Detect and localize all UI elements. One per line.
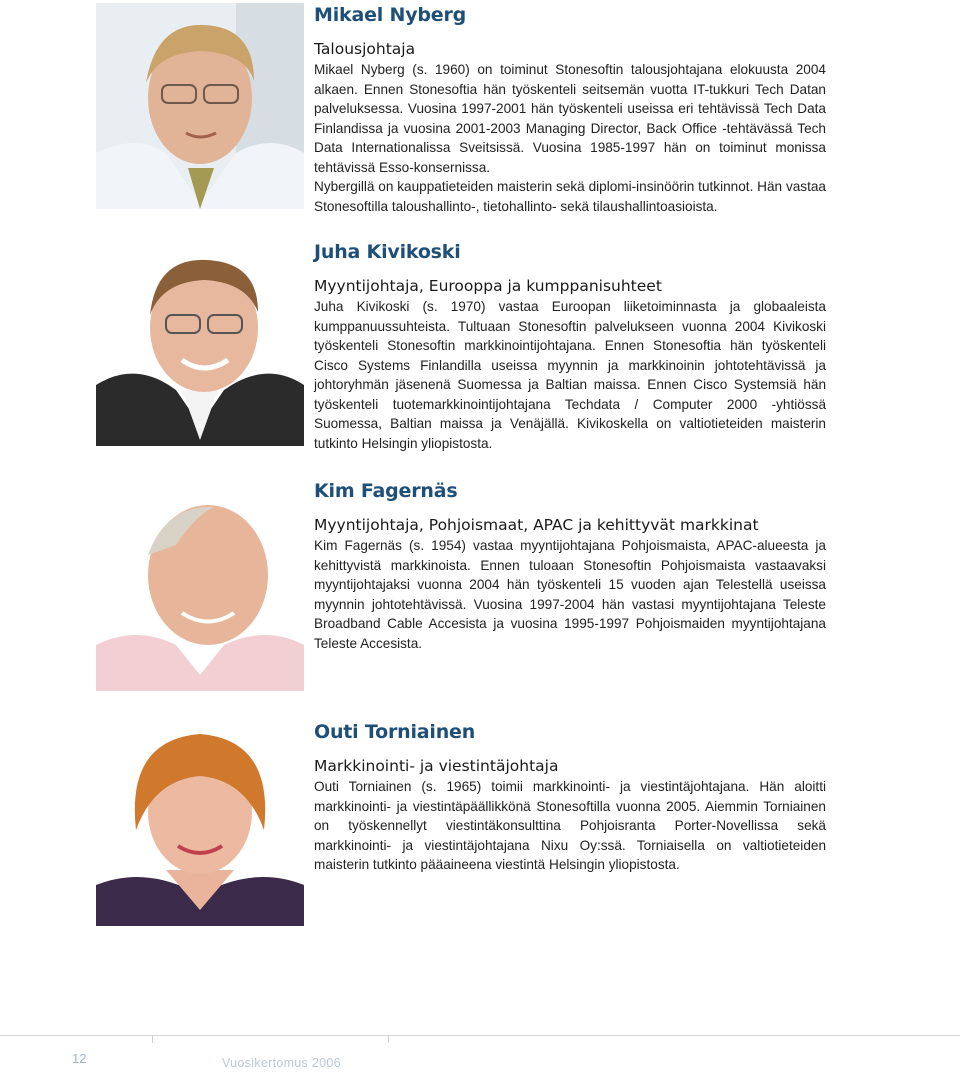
portrait-photo	[96, 485, 304, 691]
portrait-image	[96, 485, 304, 691]
person-role: Markkinointi- ja viestintäjohtaja	[314, 757, 559, 775]
person-bio: Kim Fagernäs (s. 1954) vastaa myyntijohtajana Pohjoismaista, APAC-alueesta ja kehittyvistä markkinoista. Ennen tuloaan Stonesoftin Pohjoismaista vastaavaksi myyntijohtajaksi vuonna 2004 hän työskenteli 15 vuoden ajan Telestellä useissa myynnin johtotehtävissä. Vuosina 1997-2004 hän vastasi myyntijohtajana Teleste Broadband Cable Accesista ja vuosina 1995-1997 Pohjoismaiden myyntijohtajana Teleste Accesista.	[314, 538, 826, 651]
portrait-image	[96, 720, 304, 926]
person-bio-education: Nybergillä on kauppatieteiden maisterin sekä diplomi-insinöörin tutkinnot. Hän vastaa Stonesoftilla taloushallinto-, tietohallinto- sekä tilaushallintoasioista.	[314, 179, 826, 214]
person-name: Outi Torniainen	[314, 721, 476, 743]
portrait-photo	[96, 720, 304, 926]
person-name: Kim Fagernäs	[314, 480, 458, 502]
person-bio: Mikael Nyberg (s. 1960) on toiminut Stonesoftin talousjohtajana elokuusta 2004 alkaen. Ennen Stonesoftia hän työskenteli seitsemän vuotta IT-tukkuri Tech Datan palveluksessa. Vuosina 1997-2001 hän työskenteli useissa eri tehtävissä Tech Data Finlandissa ja vuosina 2001-2003 Managing Director, Back Office -tehtävässä Tech Data Internationalissa Sveitsissä. Vuosina 1985-1997 hän on toiminut monissa tehtävissä Esso-konsernissa.	[314, 62, 826, 175]
footer-tick	[152, 1035, 153, 1043]
person-bio: Juha Kivikoski (s. 1970) vastaa Euroopan liiketoiminnasta ja globaaleista kumppanuussuhteista. Tultuaan Stonesoftin palvelukseen vuonna 2004 Kivikoski työskenteli Stonesoftin markkinointijohtajana. Ennen Stonesoftia hän työskenteli Cisco Systems Finlandilla useissa myynnin ja markkinoinin johtotehtävissä ja johtoryhmän jäsenenä Suomessa ja Baltian maissa. Ennen Cisco Systemsiä hän työskenteli tuotemarkkinointijohtajana Techdata / Computer 2000 -yhtiössä Suomessa, Baltian maissa ja Venäjällä. Kivikoskella on valtiotieteiden maisterin tutkinto Helsingin yliopistosta.	[314, 299, 826, 451]
portrait-image	[96, 3, 304, 209]
person-name: Mikael Nyberg	[314, 4, 467, 26]
person-role: Myyntijohtaja, Pohjoismaat, APAC ja kehittyvät markkinat	[314, 516, 759, 534]
portrait-photo	[96, 3, 304, 209]
report-title: Vuosikertomus 2006	[222, 1056, 341, 1070]
footer-divider	[0, 1035, 960, 1036]
portrait-image	[96, 240, 304, 446]
page-number: 12	[72, 1051, 87, 1066]
person-name: Juha Kivikoski	[314, 241, 461, 263]
person-role: Talousjohtaja	[314, 40, 416, 58]
portrait-photo	[96, 240, 304, 446]
person-bio: Outi Torniainen (s. 1965) toimii markkinointi- ja viestintäjohtajana. Hän aloitti markkinointi- ja viestintäpäällikkönä Stonesoftilla vuonna 2005. Aiemmin Torniainen on työskennellyt viestintäkonsulttina Pohjoisranta Porter-Novellissa sekä markkinointi- ja viestintäjohtajana Nixu Oy:ssä. Torniaisella on valtiotieteiden maisterin tutkinto pääaineena viestintä Helsingin yliopistosta.	[314, 779, 826, 872]
footer-tick	[388, 1035, 389, 1043]
person-role: Myyntijohtaja, Eurooppa ja kumppanisuhteet	[314, 277, 662, 295]
